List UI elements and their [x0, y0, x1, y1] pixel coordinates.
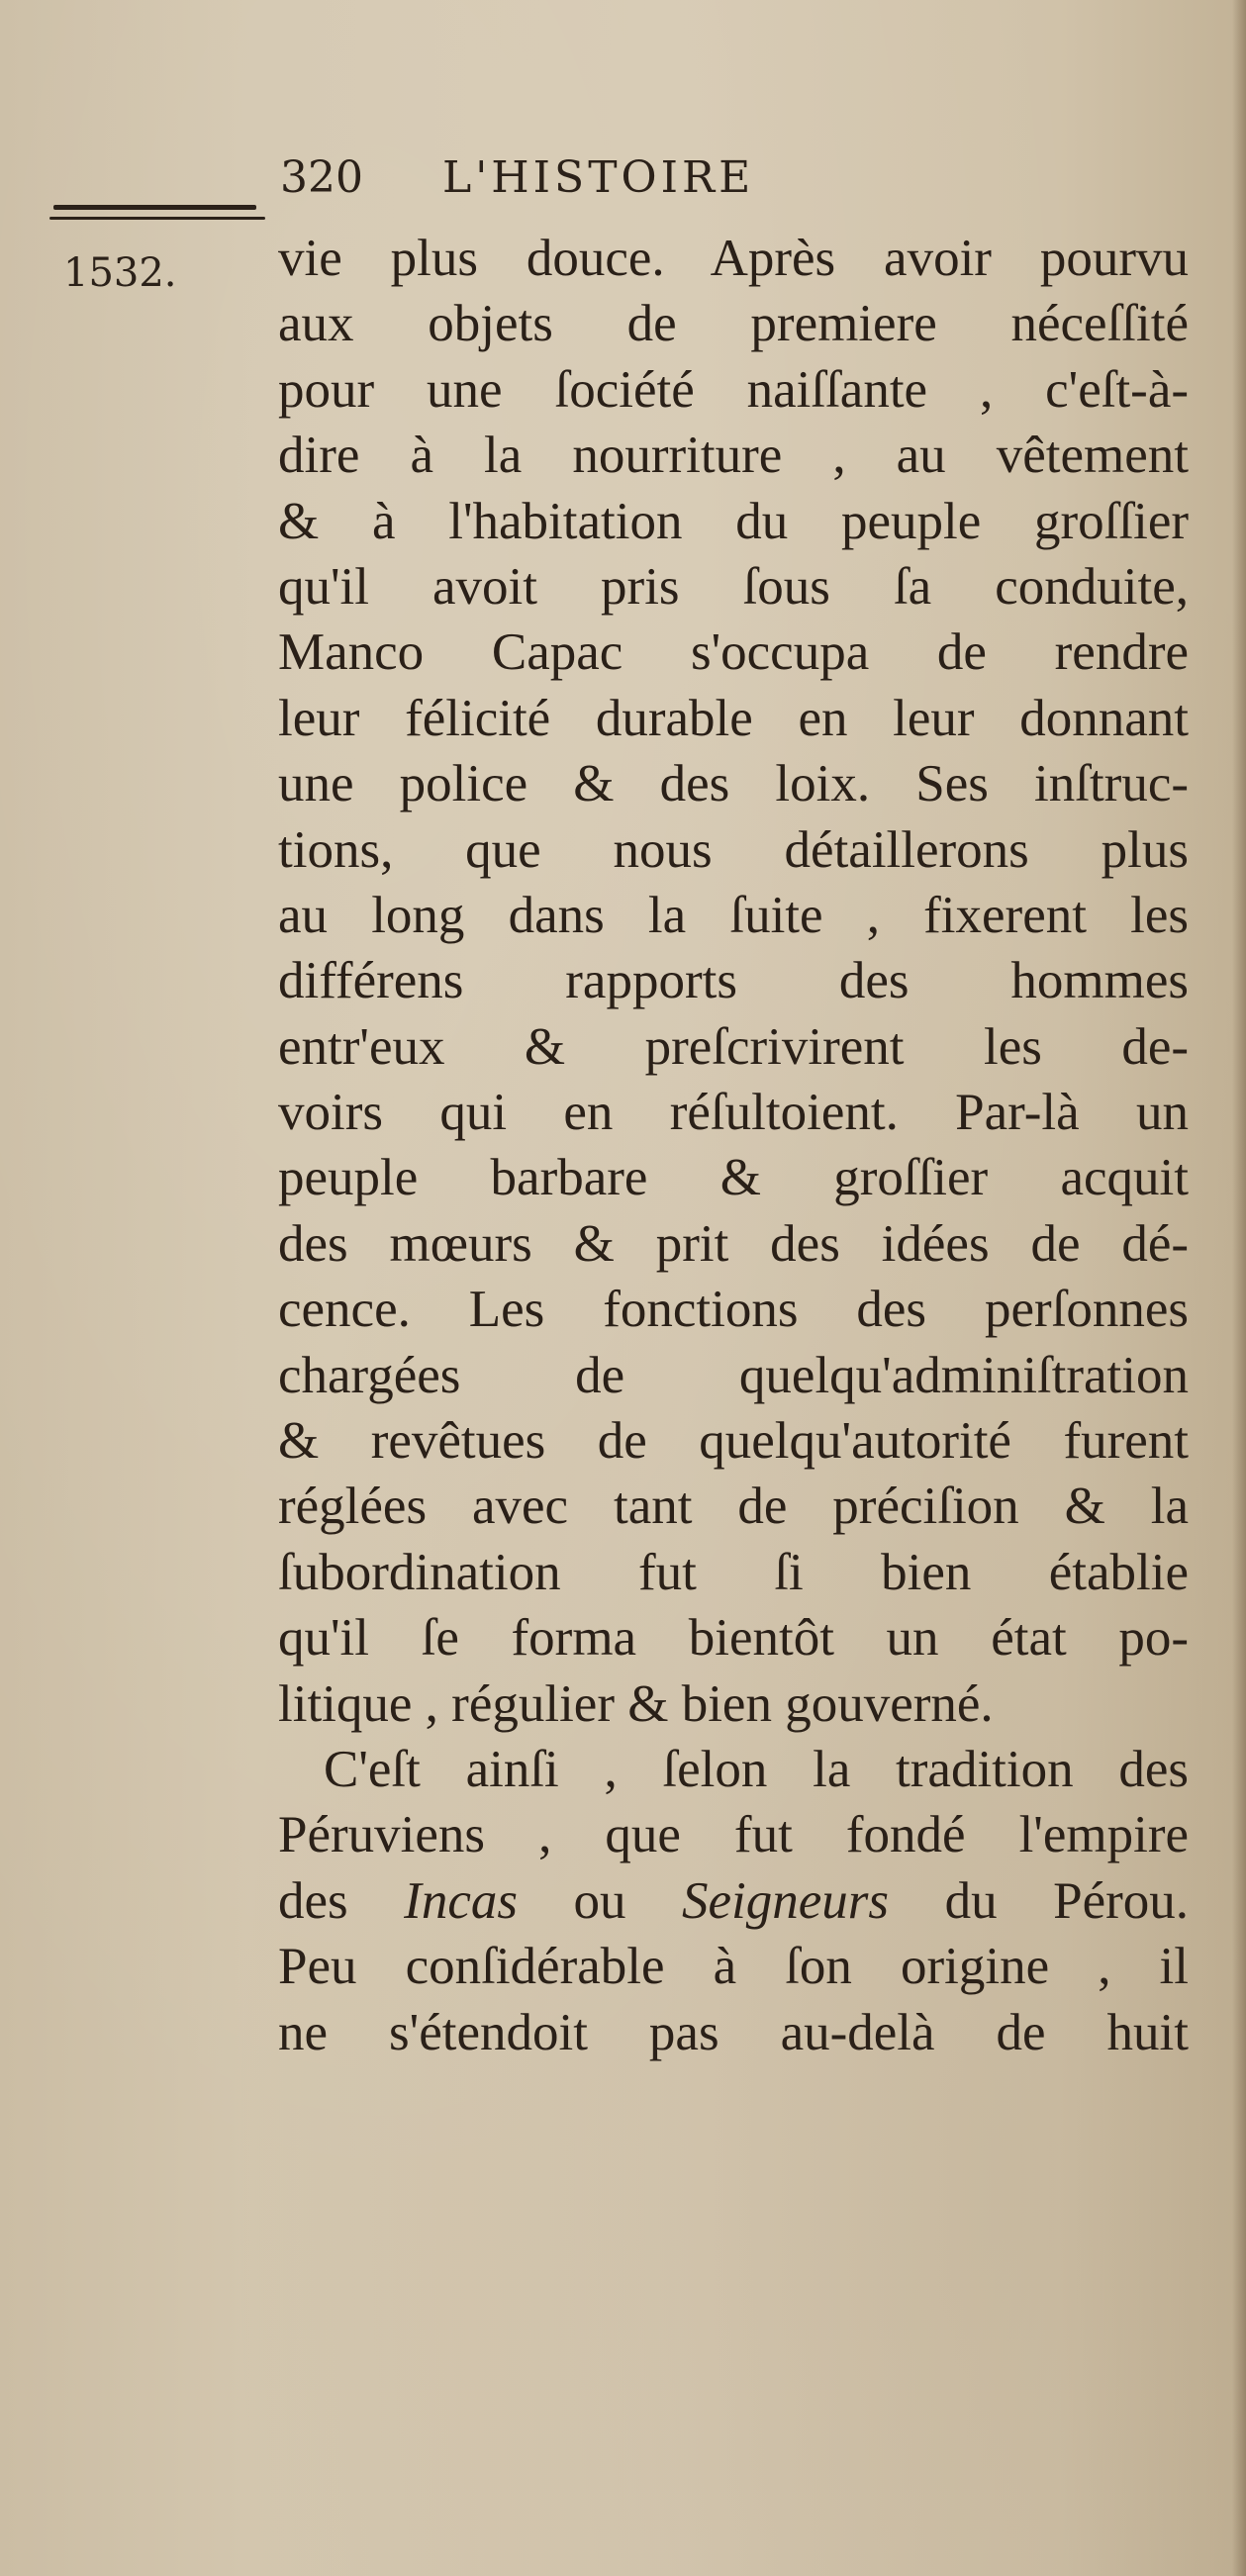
- text-line: au long dans la ſuite , fixerent les: [278, 886, 1189, 944]
- text-line: chargées de quelqu'adminiſtration: [278, 1346, 1189, 1404]
- text-line: ne s'étendoit pas au-delà de huit: [278, 2003, 1189, 2061]
- text-line: qu'il avoit pris ſous ſa conduite,: [278, 557, 1189, 616]
- italic-term-seigneurs: Seigneurs: [682, 1871, 890, 1930]
- text-line-with-italics: [278, 1868, 1189, 1934]
- text-line: réglées avec tant de préciſion & la: [278, 1478, 1189, 1536]
- text-line: leur félicité durable en leur donnant: [278, 689, 1189, 747]
- margin-year-note: 1532.: [63, 250, 177, 296]
- page-edge-shadow: [1232, 0, 1246, 2576]
- running-head: L'HISTOIRE: [441, 152, 755, 203]
- text-line: voirs qui en réſultoient. Par-là un: [278, 1084, 1189, 1142]
- text-line: pour une ſociété naiſſante , c'eſt-à-: [278, 360, 1189, 419]
- text-line-paragraph-end: litique , régulier & bien gouverné.: [278, 1674, 994, 1733]
- text-line: cence. Les fonctions des perſonnes: [278, 1281, 1189, 1339]
- italic-term-incas: Incas: [404, 1871, 518, 1930]
- text-line: une police & des loix. Ses inſtruc-: [278, 755, 1189, 813]
- text-line: qu'il ſe forma bientôt un état po-: [278, 1609, 1189, 1668]
- text-line: Manco Capac s'occupa de rendre: [278, 623, 1189, 682]
- text-line: dire à la nourriture , au vêtement: [278, 427, 1189, 485]
- text-line: des mœurs & prit des idées de dé-: [278, 1214, 1189, 1273]
- text-line: différens rapports des hommes: [278, 952, 1189, 1010]
- text-line: & à l'habitation du peuple groſſier: [278, 492, 1189, 550]
- text-line: vie plus douce. Après avoir pourvu: [278, 230, 1189, 287]
- text-line: entr'eux & preſcrivirent les de-: [278, 1017, 1189, 1076]
- text-line: & revêtues de quelqu'autorité furent: [278, 1412, 1189, 1471]
- text-line: aux objets de premiere néceſſité: [278, 295, 1189, 353]
- body-text: [278, 226, 1189, 2065]
- text-fragment: ou: [517, 1871, 683, 1930]
- text-fragment: des: [278, 1871, 405, 1930]
- margin-rule-bottom: [49, 217, 265, 220]
- text-line: Péruviens , que fut fondé l'empire: [278, 1806, 1189, 1864]
- text-line: ſubordination fut ſi bien établie: [278, 1543, 1189, 1601]
- page-number: 320: [280, 152, 363, 203]
- text-line-paragraph-start: C'eſt ainſi , ſelon la tradition des: [324, 1740, 1189, 1798]
- text-line: peuple barbare & groſſier acquit: [278, 1149, 1189, 1207]
- text-fragment: du Pérou.: [889, 1871, 1189, 1930]
- margin-rule-top: [53, 205, 256, 210]
- page-header: [280, 148, 754, 208]
- text-line: Peu conſidérable à ſon origine , il: [278, 1938, 1189, 1996]
- text-line: tions, que nous détaillerons plus: [278, 820, 1189, 879]
